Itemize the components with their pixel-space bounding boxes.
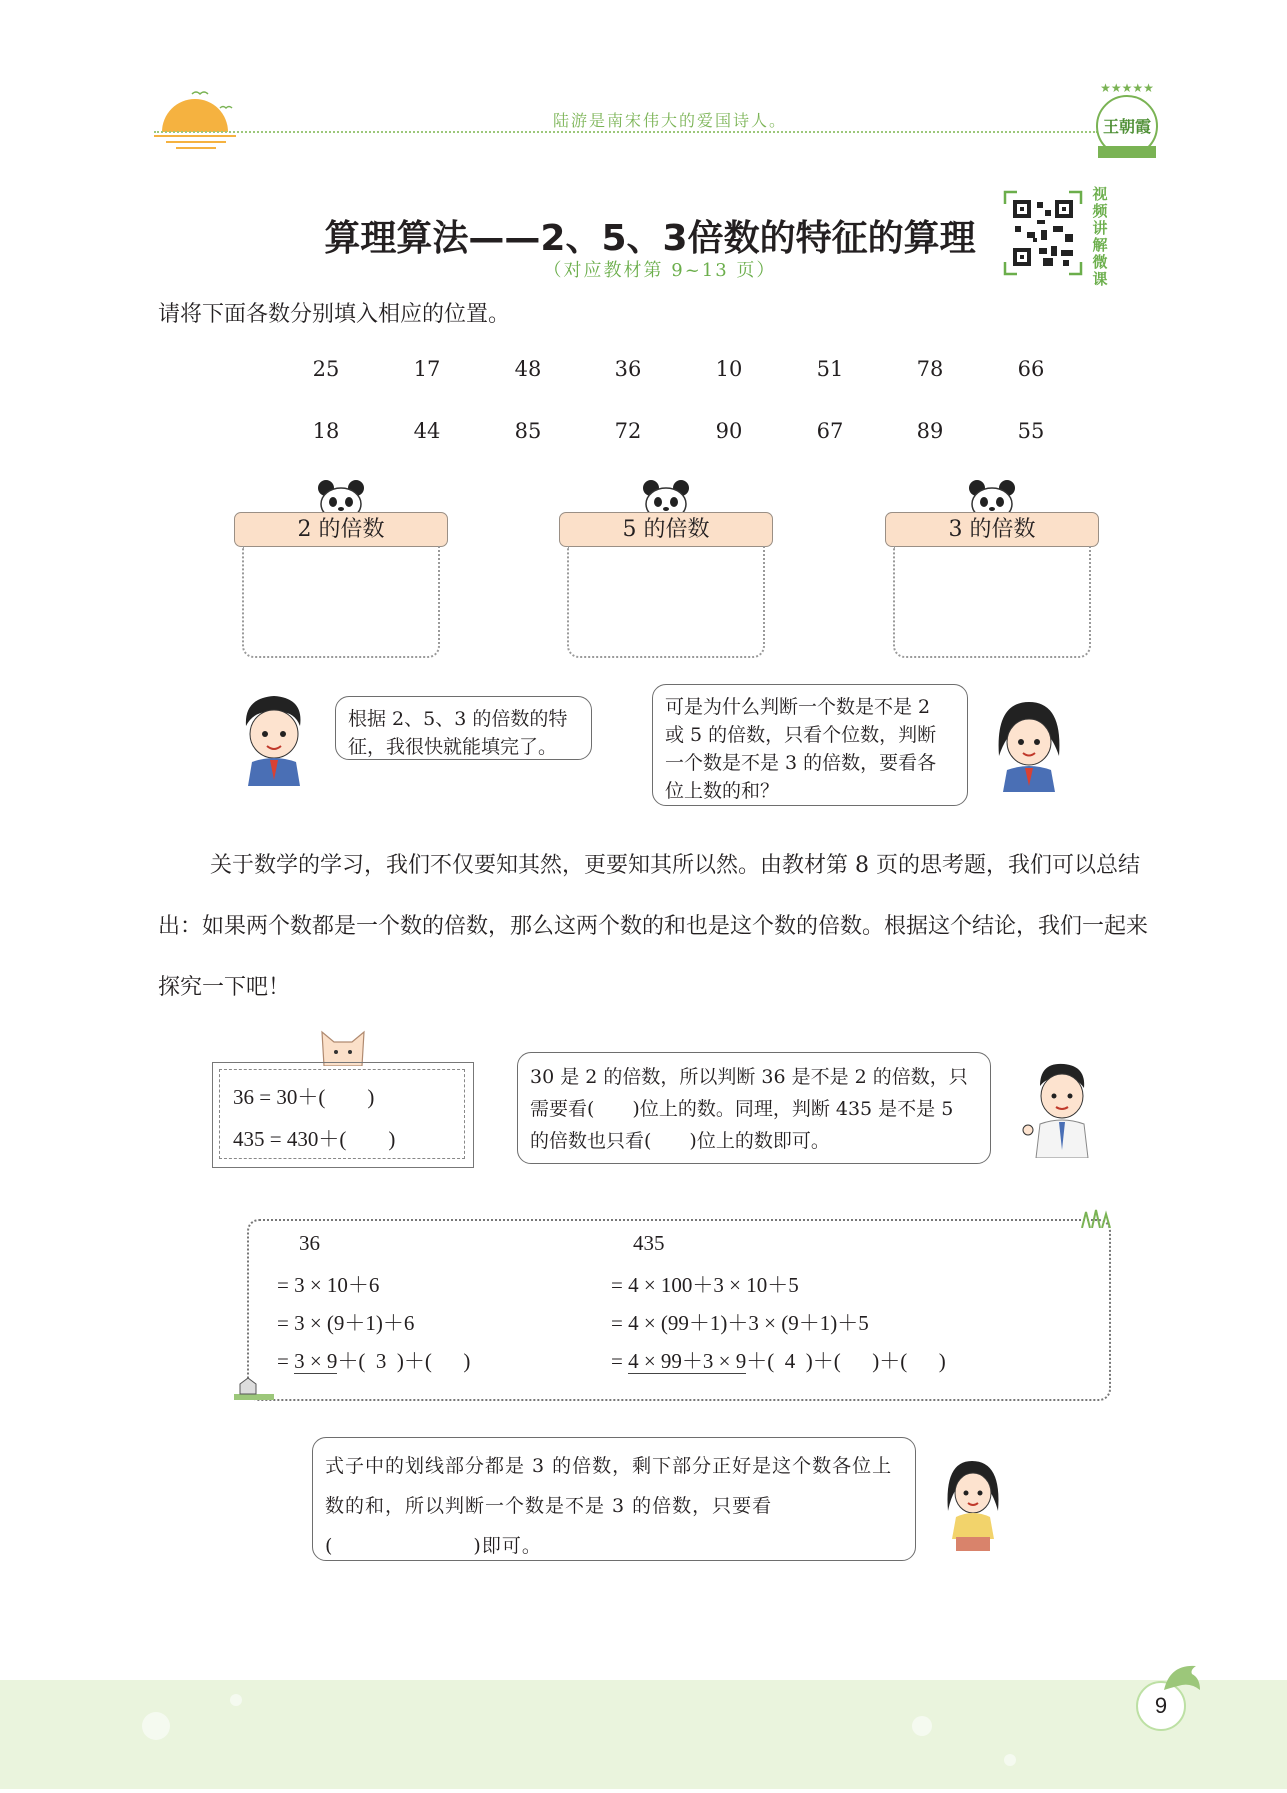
explanation-paragraph: 关于数学的学习，我们不仅要知其然，更要知其所以然。由教材第 8 页的思考题，我们可以总结出：如果两个数都是一个数的倍数，那么这两个数的和也是这个数的倍数。根据这个结论，我们一起来探究一下吧！ xyxy=(158,853,1149,1000)
header-slogan: 陆游是南宋伟大的爱国诗人。 xyxy=(552,111,787,130)
calc-right-line4[interactable] xyxy=(611,1345,946,1375)
qr-code-icon[interactable] xyxy=(1003,190,1083,276)
header-divider xyxy=(154,131,1098,133)
calc-right-underlined: 4 × 99＋3 × 9 xyxy=(628,1349,747,1373)
page-subtitle: （对应教材第 9~13 页） xyxy=(543,260,777,281)
calc-right-prefix: = xyxy=(611,1349,629,1373)
box-label: 3 的倍数 xyxy=(885,512,1099,547)
page-title: 算理算法——2、5、3倍数的特征的算理 xyxy=(324,218,976,259)
calculation-box xyxy=(247,1219,1111,1401)
page-number: 9 xyxy=(1136,1681,1186,1731)
box-label: 2 的倍数 xyxy=(234,512,448,547)
dolphin-icon xyxy=(1160,1660,1204,1700)
equation-box xyxy=(212,1062,474,1168)
brand-name: 王朝霞 xyxy=(1102,117,1151,136)
calc-left-line1: 36 xyxy=(299,1231,320,1255)
calc-left-line4[interactable] xyxy=(277,1345,470,1375)
multiples-of-2-box[interactable] xyxy=(234,478,448,648)
final-speech-bubble: 式子中的划线部分都是 3 的倍数，剩下部分正好是这个数各位上数的和，所以判断一个数是不是 3 的倍数，只要看( )即可。 xyxy=(312,1437,916,1561)
number-item: 48 xyxy=(514,357,542,381)
girl-speech-bubble: 可是为什么判断一个数是不是 2 或 5 的倍数，只看个位数，判断一个数是不是 3 的倍数，要看各位上数的和？ xyxy=(652,684,968,806)
multiples-of-3-box[interactable] xyxy=(885,478,1099,648)
calc-right-line2: = 4 × 100＋3 × 10＋5 xyxy=(611,1273,799,1297)
box-label: 5 的倍数 xyxy=(559,512,773,547)
house-icon xyxy=(234,1376,274,1400)
page-footer xyxy=(0,1680,1287,1789)
calc-left-line2: = 3 × 10＋6 xyxy=(277,1273,380,1297)
calc-left-underlined: 3 × 9 xyxy=(294,1349,338,1373)
equation-435[interactable]: 435 = 430＋( ) xyxy=(233,1127,396,1151)
number-item: 89 xyxy=(916,419,944,443)
number-item: 10 xyxy=(715,357,743,381)
video-lesson-label: 视频讲解微课 xyxy=(1092,185,1108,288)
number-item: 66 xyxy=(1017,357,1045,381)
calc-left-prefix: = xyxy=(277,1349,295,1373)
answer-area[interactable] xyxy=(893,546,1091,658)
number-item: 51 xyxy=(816,357,844,381)
instruction-text: 请将下面各数分别填入相应的位置。 xyxy=(158,302,511,327)
girl-student-icon xyxy=(989,696,1069,792)
cat-icon xyxy=(316,1026,370,1066)
number-item: 36 xyxy=(614,357,642,381)
boy-student-icon xyxy=(234,690,314,786)
calc-right-rest[interactable]: ＋( 4 )＋( )＋( ) xyxy=(746,1349,946,1373)
calc-right-line3: = 4 × (99＋1)＋3 × (9＋1)＋5 xyxy=(611,1311,869,1335)
multiples-of-5-box[interactable] xyxy=(559,478,773,648)
panda-icon xyxy=(965,478,1019,514)
panda-icon xyxy=(639,478,693,514)
number-item: 17 xyxy=(413,357,441,381)
number-item: 55 xyxy=(1017,419,1045,443)
number-item: 78 xyxy=(916,357,944,381)
teacher-speech-bubble: 30 是 2 的倍数，所以判断 36 是不是 2 的倍数，只需要看( )位上的数。同理，判断 435 是不是 5 的倍数也只看( )位上的数即可。 xyxy=(517,1052,991,1164)
grass-icon xyxy=(1078,1208,1112,1228)
answer-area[interactable] xyxy=(567,546,765,658)
number-item: 72 xyxy=(614,419,642,443)
svg-text:★★★★★: ★★★★★ xyxy=(1100,81,1154,95)
number-item: 85 xyxy=(514,419,542,443)
calc-right-line1: 435 xyxy=(633,1231,665,1255)
number-item: 90 xyxy=(715,419,743,443)
panda-icon xyxy=(314,478,368,514)
calc-left-line3: = 3 × (9＋1)＋6 xyxy=(277,1311,415,1335)
number-item: 67 xyxy=(816,419,844,443)
calc-left-rest[interactable]: ＋( 3 )＋( ) xyxy=(337,1349,471,1373)
girl-teacher-icon xyxy=(940,1455,1006,1551)
number-item: 18 xyxy=(312,419,340,443)
boy-speech-bubble: 根据 2、5、3 的倍数的特征，我很快就能填完了。 xyxy=(335,696,592,760)
brand-logo xyxy=(1088,80,1166,164)
number-item: 25 xyxy=(312,357,340,381)
teacher-icon xyxy=(1020,1058,1104,1158)
answer-area[interactable] xyxy=(242,546,440,658)
number-item: 44 xyxy=(413,419,441,443)
equation-36[interactable]: 36 = 30＋( ) xyxy=(233,1085,375,1109)
sun-logo-icon xyxy=(150,86,240,156)
